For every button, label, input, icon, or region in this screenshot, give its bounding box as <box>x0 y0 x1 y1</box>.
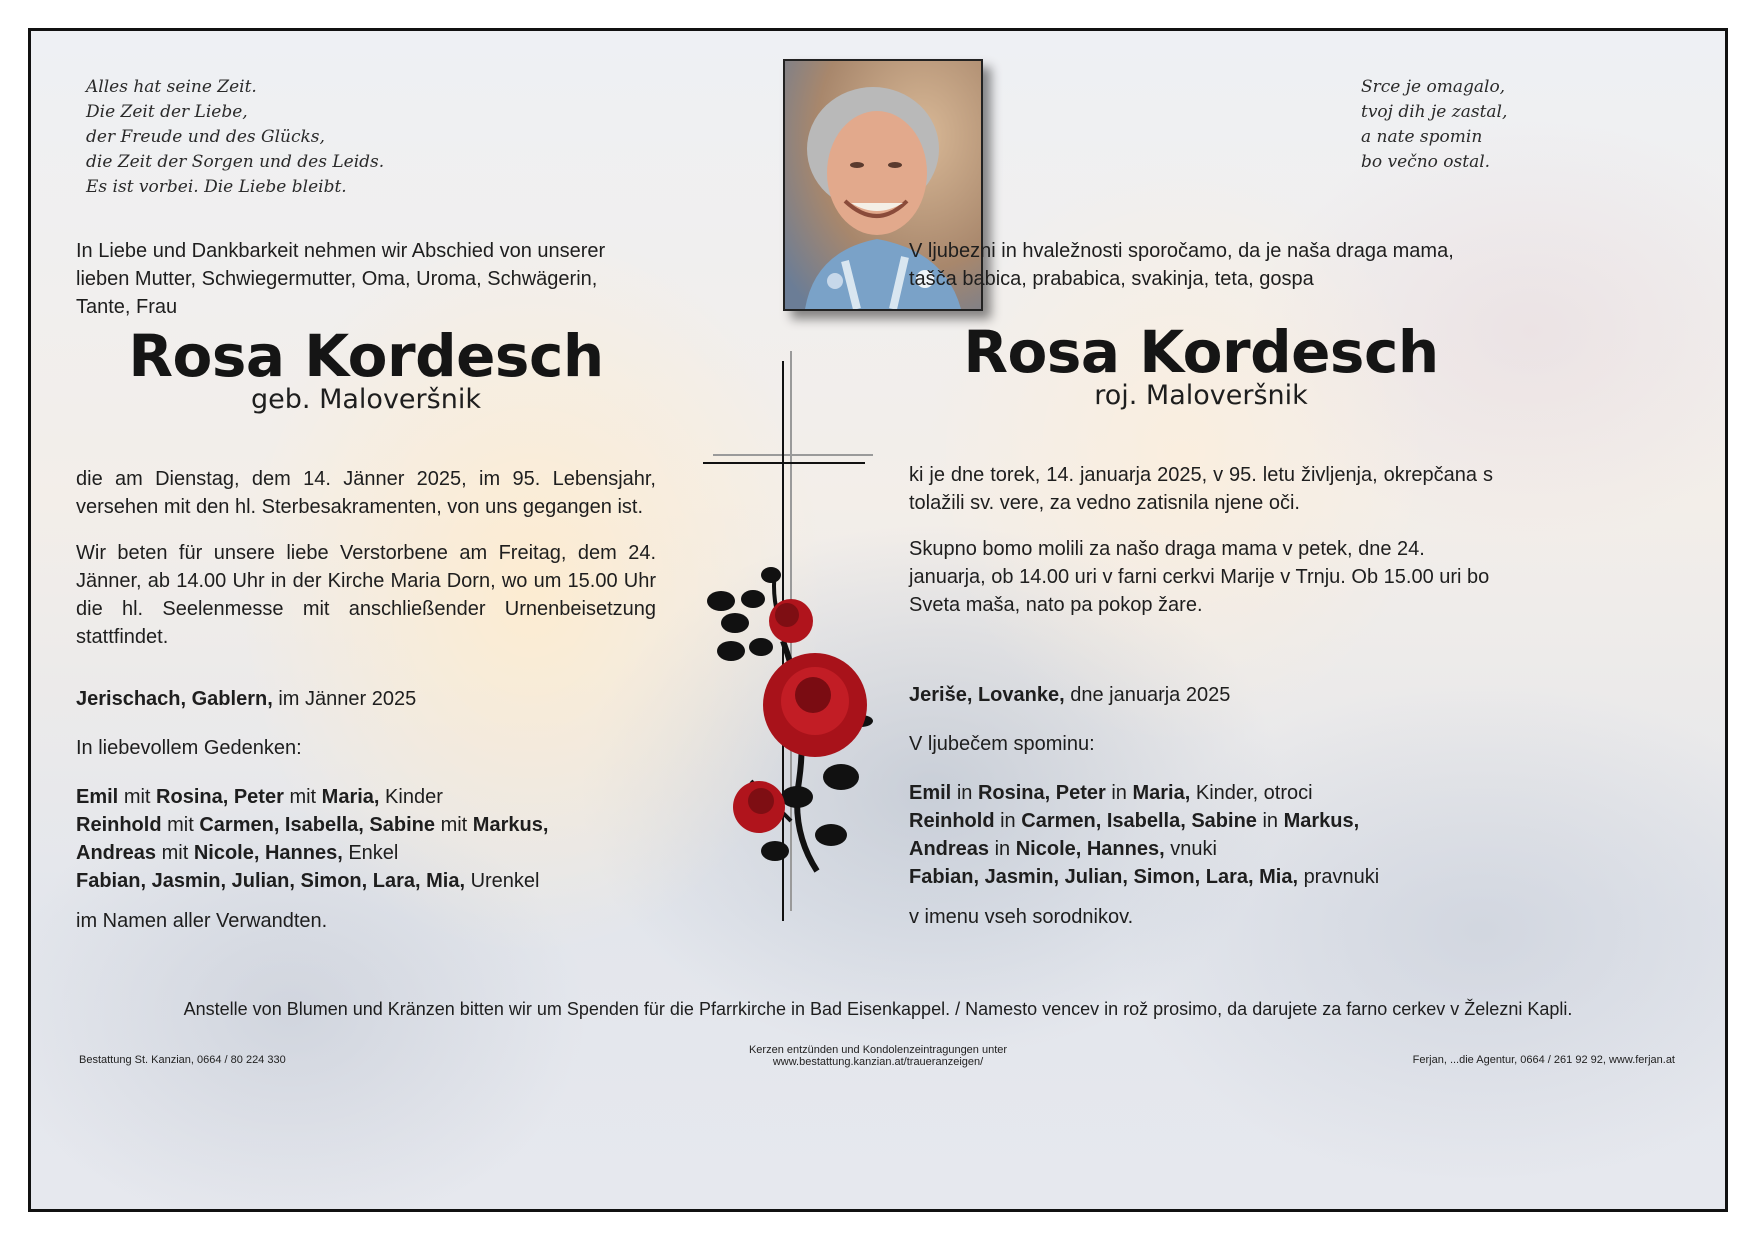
maiden-name-slovene: roj. Maloveršnik <box>1094 380 1308 411</box>
obituary-card <box>28 28 1728 1212</box>
poem-line: Alles hat seine Zeit. <box>86 77 257 97</box>
poem-line: Die Zeit der Liebe, <box>86 102 248 122</box>
cross-rose-graphic <box>691 351 911 951</box>
poem-line: die Zeit der Sorgen und des Leids. <box>86 152 385 172</box>
intro-german: In Liebe und Dankbarkeit nehmen wir Abschied von unserer lieben Mutter, Schwiegermutter, Oma, Uroma, Schwägerin, Tante, Frau <box>76 240 606 318</box>
poem-line: Srce je omagalo, <box>1361 77 1506 97</box>
family-line: Emil in Rosina, Peter in Maria, Kinder, otroci <box>909 782 1313 804</box>
family-line: Reinhold mit Carmen, Isabella, Sabine mit Markus, <box>76 814 549 836</box>
maiden-name-german: geb. Maloveršnik <box>251 384 481 415</box>
family-list-german <box>76 783 548 895</box>
place-bold: Jeriše, Lovanke, <box>909 684 1065 706</box>
family-line: Andreas mit Nicole, Hannes, Enkel <box>76 842 399 864</box>
condolence-line: Kerzen entzünden und Kondolenzeintragungen unter <box>748 1044 1008 1056</box>
poem-german <box>86 75 384 200</box>
family-line: Andreas in Nicole, Hannes, vnuki <box>909 838 1217 860</box>
intro-slovene: V ljubezni in hvaležnosti sporočamo, da je naša draga mama, tašča babica, prababica, svakinja, teta, gospa <box>909 240 1454 290</box>
service-notice-german: Wir beten für unsere liebe Verstorbene am Freitag, dem 24. Jänner, ab 14.00 Uhr in der Kirche Maria Dorn, wo um 15.00 Uhr die hl. Seelenmesse mit anschließender Urnenbeisetzung stattfindet. <box>76 542 656 648</box>
death-notice-german: die am Dienstag, dem 14. Jänner 2025, im 95. Lebensjahr, versehen mit den hl. Sterbesakramenten, von uns gegangen ist. <box>76 468 656 518</box>
death-notice-slovene: ki je dne torek, 14. januarja 2025, v 95. letu življenja, okrepčana s tolažili sv. vere, za vedno zatisnila njene oči. <box>909 464 1493 514</box>
poem-slovene <box>1361 75 1507 175</box>
family-line: Fabian, Jasmin, Julian, Simon, Lara, Mia, Urenkel <box>76 870 540 892</box>
place-bold: Jerischach, Gablern, <box>76 688 273 710</box>
family-line: Fabian, Jasmin, Julian, Simon, Lara, Mia, pravnuki <box>909 866 1380 888</box>
donation-note: Anstelle von Blumen und Kränzen bitten wir um Spenden für die Pfarrkirche in Bad Eisenkappel. / Namesto vencev in rož prosimo, da darujete za farno cerkev v Železni Kapli. <box>183 999 1573 1019</box>
family-line: Reinhold in Carmen, Isabella, Sabine in Markus, <box>909 810 1360 832</box>
poem-line: Es ist vorbei. Die Liebe bleibt. <box>86 177 347 197</box>
footer-right-agency: Ferjan, ...die Agentur, 0664 / 261 92 92, www.ferjan.at <box>1412 1054 1675 1066</box>
poem-line: der Freude und des Glücks, <box>86 127 325 147</box>
footer-left-undertaker: Bestattung St. Kanzian, 0664 / 80 224 330 <box>79 1054 286 1066</box>
closing-slovene: v imenu vseh sorodnikov. <box>909 906 1134 928</box>
closing-german: im Namen aller Verwandten. <box>76 910 328 932</box>
poem-line: tvoj dih je zastal, <box>1361 102 1508 122</box>
family-line: Emil mit Rosina, Peter mit Maria, Kinder <box>76 786 443 808</box>
poem-line: bo večno ostal. <box>1361 152 1491 172</box>
place-rest: im Jänner 2025 <box>278 688 417 710</box>
place-date-german <box>76 685 416 713</box>
deceased-name-german: Rosa Kordesch <box>128 322 604 390</box>
condolence-url[interactable]: www.bestattung.kanzian.at/traueranzeigen/ <box>772 1056 984 1068</box>
family-list-slovene <box>909 779 1379 891</box>
place-date-slovene <box>909 681 1230 709</box>
service-notice-slovene: Skupno bomo molili za našo draga mama v petek, dne 24. januarja, ob 14.00 uri v farni cerkvi Marije v Trnju. Ob 15.00 uri bo Sveta maša, nato pa pokop žare. <box>909 538 1490 616</box>
deceased-name-slovene: Rosa Kordesch <box>963 318 1439 386</box>
poem-line: a nate spomin <box>1361 127 1483 147</box>
memory-heading-german: In liebevollem Gedenken: <box>76 737 302 759</box>
place-rest: dne januarja 2025 <box>1070 684 1231 706</box>
memory-heading-slovene: V ljubečem spominu: <box>909 733 1095 755</box>
